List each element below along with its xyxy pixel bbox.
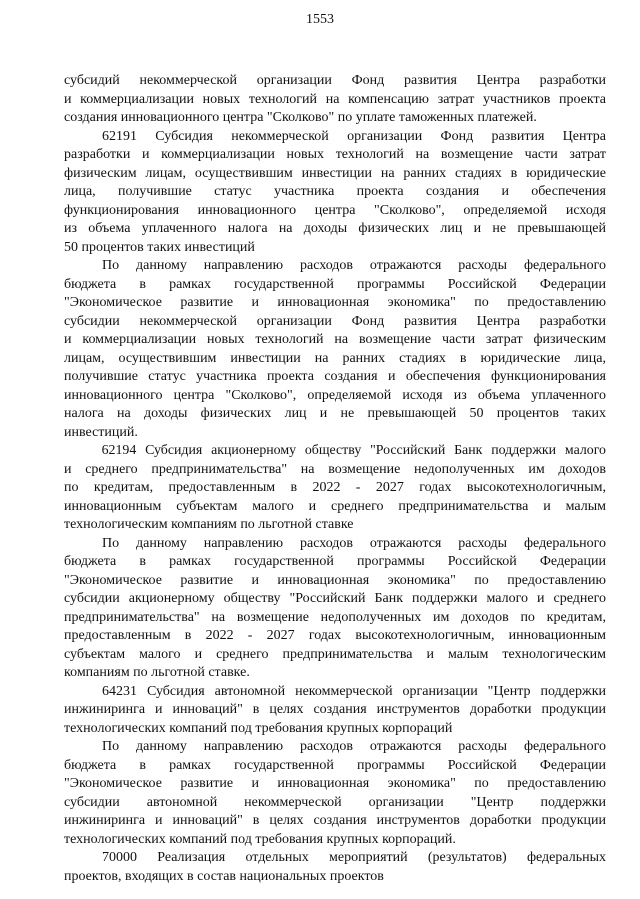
text-line: 70000 Реализация отдельных мероприятий (результатов) федеральных xyxy=(102,850,606,865)
text-line: технологических компаний под требования крупных корпораций xyxy=(64,720,453,736)
text-line: "Экономическое развитие и инновационная экономика" по предоставлению xyxy=(64,295,606,310)
text-line: предпринимательства" на возмещение недополученных им доходов по кредитам, xyxy=(64,609,606,625)
text-line: бюджета в рамках государственной программы Российской Федерации xyxy=(64,757,606,773)
text-line: бюджета в рамках государственной программы Российской Федерации xyxy=(64,554,606,569)
text-line: лицам, осуществившим инвестиции на ранних стадиях в юридические лица, xyxy=(64,350,606,366)
text-line: из объема уплаченного налога на доходы физических лиц и не превышающей xyxy=(64,221,606,236)
paragraph xyxy=(64,738,606,849)
text-line: 62194 Субсидия акционерному обществу "Российский Банк поддержки малого xyxy=(101,443,606,458)
text-line: и коммерциализации новых технологий на компенсацию затрат участников проекта xyxy=(64,91,606,107)
text-line: субсидии некоммерческой организации Фонд развития Центра разработки xyxy=(64,313,606,329)
text-line: лица, получившие статус участника проекта создания и обеспечения xyxy=(64,184,606,199)
paragraph xyxy=(64,257,606,442)
paragraph xyxy=(64,442,606,535)
text-line: субъектам малого и среднего предпринимательства и малым технологическим xyxy=(64,646,606,662)
paragraph xyxy=(64,683,606,739)
text-line: субсидии автономной некоммерческой организации "Центр поддержки xyxy=(64,794,606,810)
text-line: компаниям по льготной ставке. xyxy=(64,665,250,680)
text-line: получившие статус участника проекта создания и обеспечения функционирования xyxy=(64,369,606,384)
text-line: и среднего предпринимательства" на возмещение недополученных им доходов xyxy=(64,461,606,477)
text-line: По данному направлению расходов отражаются расходы федерального xyxy=(102,739,606,754)
text-line: "Экономическое развитие и инновационная экономика" по предоставлению xyxy=(64,572,606,588)
text-line: инновационного центра "Сколково", определяемой исходя из объема уплаченного xyxy=(64,387,606,403)
text-line: субсидий некоммерческой организации Фонд развития Центра разработки xyxy=(64,73,606,88)
text-line: по кредитам, предоставленным в 2022 - 2027 годах высокотехнологичным, xyxy=(64,480,606,495)
text-line: инжиниринга и инноваций" в целях создания инструментов доработки продукции xyxy=(64,813,606,828)
text-line: налога на доходы физических лиц и не превышающей 50 процентов таких xyxy=(64,406,606,421)
text-line: По данному направлению расходов отражаются расходы федерального xyxy=(102,535,606,551)
document-body xyxy=(64,72,606,886)
page-number: 1553 xyxy=(306,12,334,27)
text-line: физическим лицам, осуществившим инвестиции на ранних стадиях в юридические xyxy=(64,165,606,181)
text-line: разработки и коммерциализации новых технологий на возмещение части затрат xyxy=(64,147,606,162)
paragraph xyxy=(64,128,606,258)
text-line: инжиниринга и инноваций" в целях создания инструментов доработки продукции xyxy=(64,702,606,717)
paragraph xyxy=(64,72,606,128)
text-line: По данному направлению расходов отражаются расходы федерального xyxy=(102,258,606,273)
text-line: субсидии акционерному обществу "Российский Банк поддержки малого и среднего xyxy=(64,591,606,606)
text-line: инновационным субъектам малого и среднего предпринимательства и малым xyxy=(64,498,606,514)
text-line: бюджета в рамках государственной программы Российской Федерации xyxy=(64,276,606,292)
text-line: проектов, входящих в состав национальных проектов xyxy=(64,868,384,884)
text-line: и коммерциализации новых технологий на возмещение части затрат физическим xyxy=(64,332,606,347)
text-line: "Экономическое развитие и инновационная экономика" по предоставлению xyxy=(64,776,606,791)
text-line: технологических компаний под требования крупных корпораций. xyxy=(64,831,456,847)
text-line: 50 процентов таких инвестиций xyxy=(64,239,255,255)
paragraph xyxy=(64,535,606,683)
text-line: предоставленным в 2022 - 2027 годах высокотехнологичным, инновационным xyxy=(64,628,606,643)
text-line: создания инновационного центра "Сколково" по уплате таможенных платежей. xyxy=(64,110,537,125)
text-line: 62191 Субсидия некоммерческой организации Фонд развития Центра xyxy=(102,128,606,144)
text-line: функционирования инновационного центра "Сколково", определяемой исходя xyxy=(64,202,606,218)
paragraph xyxy=(64,849,606,886)
text-line: инвестиций. xyxy=(64,424,138,440)
text-line: 64231 Субсидия автономной некоммерческой организации "Центр поддержки xyxy=(102,683,606,699)
text-line: технологическим компаниям по льготной ставке xyxy=(64,517,354,532)
